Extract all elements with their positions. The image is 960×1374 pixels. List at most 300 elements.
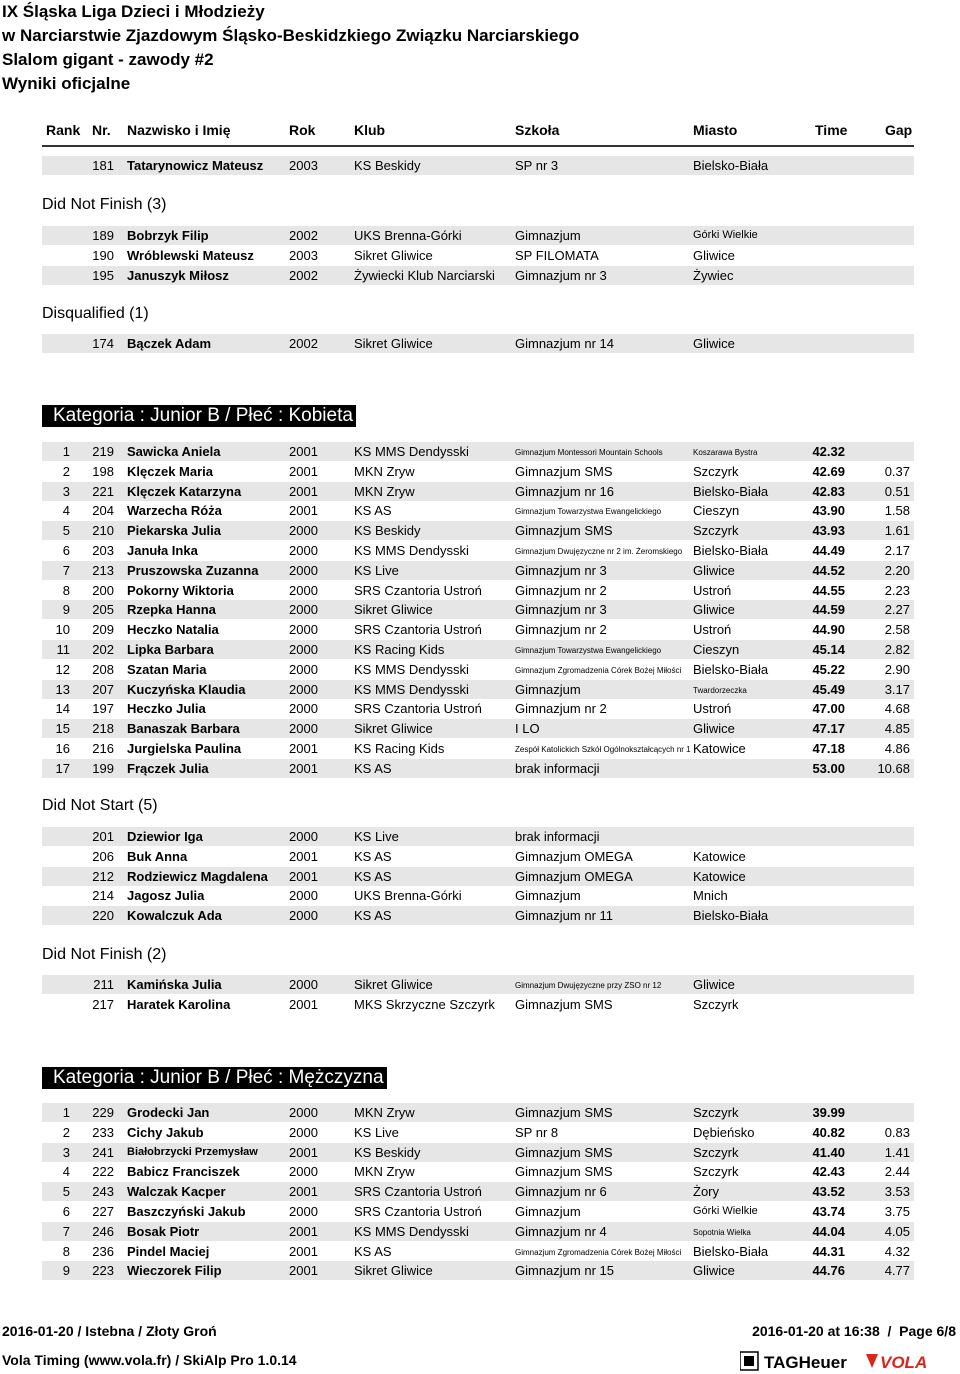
cell-miasto: Gliwice [693, 977, 735, 992]
cell-name: Kowalczuk Ada [127, 908, 222, 924]
cell-szkola: Gimnazjum [515, 1204, 581, 1219]
footer-software-info: Vola Timing (www.vola.fr) / SkiAlp Pro 1.0.14 [2, 1352, 297, 1368]
cell-miasto: Żory [693, 1184, 719, 1200]
cell-rok: 2000 [289, 661, 318, 677]
cell-klub: KS AS [354, 908, 392, 924]
cell-name: Lipka Barbara [127, 642, 214, 657]
cell-klub: SRS Czantoria Ustroń [354, 1204, 482, 1219]
cell-rok: 2001 [289, 1184, 318, 1200]
cell-nr: 206 [92, 848, 114, 864]
cell-nr: 221 [92, 483, 114, 499]
cell-nr: 212 [92, 868, 114, 884]
cell-name: Pruszowska Zuzanna [127, 562, 259, 578]
cell-rok: 2000 [289, 1105, 318, 1120]
cell-rok: 2000 [289, 622, 318, 638]
cell-rok: 2000 [289, 1204, 318, 1219]
cell-name: Banaszak Barbara [127, 721, 240, 737]
table-row [42, 867, 914, 886]
cell-klub: KS Racing Kids [354, 642, 445, 657]
cell-miasto: Bielsko-Biała [693, 1243, 769, 1259]
cell-time: 53.00 [812, 760, 845, 776]
cell-miasto: Gliwice [693, 248, 735, 263]
cell-nr: 181 [92, 158, 114, 173]
table-row [42, 739, 914, 758]
cell-miasto: Katowice [693, 741, 746, 756]
cell-nr: 219 [92, 444, 114, 459]
tagheuer-logo-text: TAGHeuer [764, 1353, 847, 1372]
cell-nr: 190 [92, 248, 114, 263]
cell-miasto: Koszarawa Bystra [693, 448, 758, 457]
cell-name: Buk Anna [127, 848, 188, 864]
cell-klub: Sikret Gliwice [354, 602, 433, 618]
cell-nr: 218 [92, 721, 114, 737]
cell-name: Białobrzycki Przemysław [127, 1145, 258, 1158]
cell-szkola: SP nr 3 [515, 158, 559, 173]
title-line-4: Wyniki oficjalne [2, 74, 131, 93]
cell-gap: 4.68 [884, 701, 910, 717]
cell-nr: 246 [92, 1223, 114, 1239]
cell-gap: 2.44 [884, 1164, 910, 1180]
cell-klub: KS AS [354, 868, 392, 884]
cell-gap: 2.90 [884, 661, 910, 677]
cell-name: Rodziewicz Magdalena [127, 868, 268, 884]
cell-szkola: Gimnazjum Zgromadzenia Córek Bożej Miłości [515, 1247, 682, 1257]
cell-name: Kuczyńska Klaudia [127, 681, 246, 697]
cell-gap: 2.58 [884, 622, 910, 638]
cell-rank: 15 [55, 721, 70, 737]
cell-szkola: Gimnazjum Towarzystwa Ewangelickiego [515, 507, 662, 517]
cell-rok: 2001 [289, 1243, 318, 1259]
table-row [42, 660, 914, 679]
footer-page-info: 2016-01-20 at 16:38 / Page 6/8 [752, 1323, 956, 1339]
table-row [42, 156, 914, 175]
cell-klub: KS MMS Dendysski [354, 1223, 469, 1239]
table-row [42, 1202, 914, 1221]
cell-rank: 11 [56, 642, 70, 657]
cell-name: Tatarynowicz Mateusz [127, 158, 264, 173]
cell-klub: UKS Brenna-Górki [354, 228, 462, 243]
cell-szkola: Gimnazjum SMS [515, 1105, 613, 1120]
col-klub: Klub [354, 122, 386, 138]
cell-klub: SRS Czantoria Ustroń [354, 622, 482, 638]
cell-name: Januszyk Miłosz [127, 268, 229, 283]
cell-gap: 1.58 [884, 503, 910, 519]
table-row [42, 1242, 914, 1261]
cell-szkola: Gimnazjum nr 6 [515, 1184, 607, 1200]
cell-name: Jagosz Julia [127, 888, 205, 904]
cell-rok: 2001 [289, 741, 318, 756]
col-time: Time [815, 122, 848, 138]
cell-rok: 2003 [289, 248, 318, 263]
cell-time: 45.22 [812, 661, 845, 677]
cell-name: Babicz Franciszek [127, 1164, 240, 1180]
cell-nr: 189 [92, 228, 114, 243]
cell-name: Dziewior Iga [127, 829, 203, 844]
cell-klub: SRS Czantoria Ustroń [354, 701, 482, 717]
cell-szkola: I LO [515, 721, 540, 737]
cell-szkola: Gimnazjum nr 16 [515, 483, 614, 499]
cell-miasto: Gliwice [693, 602, 735, 618]
cell-rank: 6 [62, 1204, 70, 1219]
cell-time: 47.18 [812, 741, 845, 756]
cell-miasto: Szczyrk [693, 463, 739, 479]
cell-miasto: Szczyrk [693, 1164, 739, 1180]
cell-rok: 2001 [289, 503, 318, 519]
cell-rok: 2001 [289, 997, 318, 1012]
cell-szkola: Gimnazjum OMEGA [515, 868, 633, 884]
col-szkola: Szkoła [515, 122, 560, 138]
cell-rank: 7 [62, 1223, 70, 1239]
cell-gap: 1.61 [884, 523, 910, 539]
cell-miasto: Bielsko-Biała [693, 661, 769, 677]
cell-time: 44.52 [812, 562, 845, 578]
cell-nr: 207 [92, 681, 114, 697]
cell-klub: KS AS [354, 1243, 392, 1259]
cell-klub: MKS Skrzyczne Szczyrk [354, 997, 495, 1012]
cell-gap: 2.17 [884, 543, 910, 558]
cell-rok: 2002 [289, 336, 318, 351]
cell-szkola: Gimnazjum nr 3 [515, 562, 607, 578]
table-row [42, 561, 914, 580]
title-line-2: w Narciarstwie Zjazdowym Śląsko-Beskidzkiego Związku Narciarskiego [2, 26, 580, 45]
cell-klub: KS MMS Dendysski [354, 444, 469, 459]
cell-rank: 13 [55, 681, 70, 697]
cell-szkola: Gimnazjum [515, 888, 581, 904]
cell-time: 39.99 [812, 1105, 845, 1120]
cell-klub: SRS Czantoria Ustroń [354, 1184, 482, 1200]
cell-name: Frączek Julia [127, 760, 209, 776]
cell-szkola: Gimnazjum SMS [515, 997, 613, 1012]
cell-time: 43.90 [812, 503, 845, 519]
cell-szkola: Gimnazjum nr 3 [515, 268, 607, 283]
cell-time: 47.00 [812, 701, 845, 717]
cell-name: Haratek Karolina [127, 997, 231, 1012]
cell-time: 44.31 [812, 1243, 845, 1259]
cell-name: Wieczorek Filip [127, 1263, 222, 1279]
cell-rank: 9 [62, 602, 70, 618]
category-banner-women: Kategoria : Junior B / Płeć : Kobieta [42, 405, 356, 427]
cell-gap: 0.37 [884, 463, 910, 479]
cell-gap: 10.68 [877, 760, 910, 776]
cell-rok: 2000 [289, 642, 318, 657]
cell-rank: 5 [62, 1184, 70, 1200]
cell-miasto: Bielsko-Biała [693, 543, 769, 558]
cell-klub: Sikret Gliwice [354, 977, 433, 992]
table-row [42, 886, 914, 905]
cell-nr: 203 [92, 543, 114, 558]
table-row [42, 501, 914, 520]
cell-miasto: Górki Wielkie [693, 1205, 758, 1217]
cell-rank: 5 [62, 523, 70, 539]
cell-klub: SRS Czantoria Ustroń [354, 582, 482, 598]
table-row [42, 334, 914, 353]
cell-rok: 2001 [289, 1144, 318, 1160]
cell-miasto: Cieszyn [693, 642, 740, 657]
cell-rok: 2001 [289, 1223, 318, 1239]
cell-miasto: Katowice [693, 868, 746, 884]
cell-klub: MKN Zryw [354, 463, 415, 479]
cell-nr: 209 [92, 622, 114, 638]
cell-szkola: Gimnazjum Dwujęzyczne nr 2 im. Żeromskiego [515, 547, 683, 556]
cell-miasto: Żywiec [693, 268, 734, 283]
cell-gap: 2.82 [884, 642, 910, 657]
cell-rank: 1 [62, 1105, 70, 1120]
col-name: Nazwisko i Imię [127, 122, 231, 138]
cell-name: Baszczyński Jakub [127, 1204, 246, 1219]
cell-rok: 2000 [289, 721, 318, 737]
table-row [42, 600, 914, 619]
cell-szkola: Gimnazjum SMS [515, 1164, 613, 1180]
cell-nr: 236 [92, 1243, 114, 1259]
cell-miasto: Cieszyn [693, 503, 740, 519]
cell-rok: 2000 [289, 977, 318, 992]
cell-miasto: Bielsko-Biała [693, 908, 769, 924]
cell-nr: 220 [92, 908, 114, 924]
cell-time: 41.40 [812, 1144, 845, 1160]
table-row [42, 1143, 914, 1162]
cell-name: Pokorny Wiktoria [127, 582, 234, 598]
cell-miasto: Bielsko-Biała [693, 158, 769, 173]
cell-nr: 216 [92, 741, 114, 756]
title-line-1: IX Śląska Liga Dzieci i Młodzieży [2, 2, 265, 21]
cell-klub: KS AS [354, 503, 392, 519]
cell-nr: 222 [92, 1164, 114, 1180]
cell-name: Sawicka Aniela [127, 444, 221, 459]
cell-nr: 198 [92, 463, 114, 479]
table-row [42, 620, 914, 639]
cell-klub: KS MMS Dendysski [354, 543, 469, 558]
table-row [42, 975, 914, 994]
cell-gap: 4.86 [884, 741, 910, 756]
cell-szkola: Gimnazjum OMEGA [515, 848, 633, 864]
section-dsq-1: Disqualified (1) [42, 305, 149, 322]
cell-rank: 2 [62, 1124, 70, 1140]
cell-klub: KS Beskidy [354, 523, 421, 539]
cell-miasto: Szczyrk [693, 1144, 739, 1160]
cell-rok: 2000 [289, 681, 318, 697]
cell-rok: 2000 [289, 908, 318, 924]
cell-name: Rzepka Hanna [127, 602, 216, 618]
table-row [42, 1162, 914, 1181]
col-rank: Rank [46, 122, 81, 138]
cell-klub: Sikret Gliwice [354, 336, 433, 351]
cell-klub: Sikret Gliwice [354, 1263, 433, 1279]
cell-time: 40.82 [812, 1124, 845, 1140]
cell-rank: 4 [62, 503, 70, 519]
cell-nr: 202 [92, 642, 114, 657]
cell-klub: KS MMS Dendysski [354, 661, 469, 677]
cell-szkola: Gimnazjum nr 2 [515, 582, 607, 598]
cell-miasto: Gliwice [693, 562, 735, 578]
section-dnf-1: Did Not Finish (3) [42, 196, 167, 213]
cell-klub: KS Live [354, 1124, 399, 1140]
cell-gap: 4.05 [884, 1223, 910, 1239]
table-row [42, 462, 914, 481]
table-row [42, 640, 914, 659]
table-row [42, 1123, 914, 1142]
cell-rank: 17 [55, 760, 70, 776]
table-row [42, 246, 914, 265]
cell-nr: 214 [92, 888, 114, 904]
table-row [42, 906, 914, 925]
cell-name: Kamińska Julia [127, 977, 222, 992]
cell-time: 44.04 [812, 1223, 845, 1239]
cell-rank: 8 [62, 582, 70, 598]
table-row [42, 541, 914, 560]
cell-gap: 0.51 [884, 483, 910, 499]
cell-miasto: Szczyrk [693, 997, 739, 1012]
cell-name: Warzecha Róża [127, 503, 222, 519]
cell-rok: 2002 [289, 268, 318, 283]
cell-szkola: Zespół Katolickich Szkół Ogólnokształcących nr 1 [515, 745, 691, 754]
cell-rank: 9 [62, 1263, 70, 1279]
cell-miasto: Szczyrk [693, 1105, 739, 1120]
cell-szkola: Gimnazjum Montessori Mountain Schools [515, 448, 663, 457]
cell-gap: 4.77 [884, 1263, 910, 1279]
table-row [42, 1182, 914, 1201]
cell-klub: KS Live [354, 562, 399, 578]
cell-rok: 2000 [289, 602, 318, 618]
cell-rank: 10 [55, 622, 70, 638]
cell-rank: 2 [62, 463, 70, 479]
cell-time: 42.69 [812, 463, 845, 479]
cell-klub: KS Beskidy [354, 158, 421, 173]
cell-rok: 2000 [289, 829, 318, 844]
cell-gap: 2.20 [884, 562, 910, 578]
cell-name: Januła Inka [127, 543, 198, 558]
table-row [42, 680, 914, 699]
cell-time: 42.32 [812, 444, 845, 459]
cell-time: 45.14 [812, 642, 845, 657]
cell-nr: 217 [92, 997, 114, 1012]
cell-nr: 241 [92, 1144, 114, 1160]
cell-time: 44.76 [812, 1263, 845, 1279]
cell-rok: 2001 [289, 760, 318, 776]
cell-rok: 2000 [289, 562, 318, 578]
cell-name: Pindel Maciej [127, 1243, 210, 1259]
cell-rank: 6 [62, 543, 70, 558]
footer-event-info: 2016-01-20 / Istebna / Złoty Groń [2, 1323, 217, 1339]
cell-name: Walczak Kacper [127, 1184, 226, 1200]
cell-klub: KS MMS Dendysski [354, 681, 469, 697]
cell-miasto: Ustroń [693, 582, 732, 598]
header-divider [42, 145, 914, 147]
cell-miasto: Górki Wielkie [693, 229, 758, 241]
cell-rok: 2001 [289, 463, 318, 479]
col-gap: Gap [885, 122, 913, 138]
title-line-3: Slalom gigant - zawody #2 [2, 50, 214, 69]
cell-klub: KS AS [354, 848, 392, 864]
section-dnf-2: Did Not Finish (2) [42, 946, 167, 963]
cell-gap: 3.17 [884, 681, 910, 697]
cell-gap: 2.23 [884, 582, 910, 598]
cell-rank: 14 [55, 701, 70, 717]
cell-klub: MKN Zryw [354, 483, 415, 499]
cell-rok: 2000 [289, 888, 318, 904]
cell-gap: 1.41 [884, 1144, 910, 1160]
cell-name: Bobrzyk Filip [127, 228, 209, 243]
cell-name: Bosak Piotr [127, 1223, 200, 1239]
cell-rok: 2001 [289, 868, 318, 884]
cell-szkola: SP nr 8 [515, 1124, 559, 1140]
cell-rank: 3 [62, 483, 70, 499]
cell-time: 44.55 [812, 582, 845, 598]
cell-szkola: Gimnazjum nr 14 [515, 336, 614, 351]
cell-name: Bączek Adam [127, 336, 212, 351]
cell-name: Jurgielska Paulina [127, 741, 242, 756]
table-row [42, 847, 914, 866]
cell-name: Grodecki Jan [127, 1105, 210, 1120]
cell-time: 47.17 [812, 721, 845, 737]
cell-miasto: Dębieńsko [693, 1124, 755, 1140]
cell-miasto: Gliwice [693, 336, 735, 351]
cell-rank: 8 [62, 1243, 70, 1259]
table-row [42, 1222, 914, 1241]
column-header [0, 122, 960, 140]
tagheuer-logo [740, 1349, 860, 1373]
cell-szkola: Gimnazjum Zgromadzenia Córek Bożej Miłości [515, 665, 682, 675]
table-row [42, 581, 914, 600]
cell-rok: 2000 [289, 701, 318, 717]
cell-miasto: Bielsko-Biała [693, 483, 769, 499]
cell-nr: 205 [92, 602, 114, 618]
cell-gap: 0.83 [884, 1124, 910, 1140]
table-row [42, 226, 914, 245]
cell-rank: 12 [55, 661, 70, 677]
cell-rok: 2000 [289, 582, 318, 598]
cell-nr: 201 [92, 829, 114, 844]
cell-rok: 2001 [289, 1263, 318, 1279]
category-banner-men: Kategoria : Junior B / Płeć : Mężczyzna [42, 1067, 387, 1089]
table-row [42, 759, 914, 778]
cell-name: Wróblewski Mateusz [127, 248, 254, 263]
cell-nr: 204 [92, 503, 114, 519]
cell-nr: 213 [92, 562, 114, 578]
cell-gap: 4.32 [884, 1243, 910, 1259]
cell-nr: 210 [92, 523, 114, 539]
cell-name: Klęczek Katarzyna [127, 483, 242, 499]
cell-gap: 3.53 [884, 1184, 910, 1200]
cell-klub: KS Racing Kids [354, 741, 445, 756]
cell-time: 44.90 [812, 622, 845, 638]
cell-name: Klęczek Maria [127, 463, 213, 479]
cell-rok: 2001 [289, 444, 318, 459]
table-row [42, 482, 914, 501]
cell-szkola: Gimnazjum [515, 228, 581, 243]
cell-rok: 2001 [289, 483, 318, 499]
cell-klub: Żywiecki Klub Narciarski [354, 268, 495, 283]
cell-time: 44.59 [812, 602, 845, 618]
cell-rank: 7 [62, 562, 70, 578]
cell-name: Heczko Julia [127, 701, 206, 717]
cell-rank: 3 [62, 1144, 70, 1160]
cell-rok: 2001 [289, 848, 318, 864]
cell-nr: 174 [92, 336, 114, 351]
cell-klub: MKN Zryw [354, 1164, 415, 1180]
document-title [2, 0, 579, 96]
cell-szkola: Gimnazjum nr 15 [515, 1263, 614, 1279]
cell-szkola: Gimnazjum nr 2 [515, 622, 607, 638]
cell-miasto: Ustroń [693, 701, 732, 717]
cell-szkola: Gimnazjum nr 3 [515, 602, 607, 618]
cell-szkola: Gimnazjum nr 11 [515, 908, 614, 924]
cell-rank: 1 [62, 444, 70, 459]
cell-klub: KS Live [354, 829, 399, 844]
table-row [42, 827, 914, 846]
cell-rank: 4 [62, 1164, 70, 1180]
cell-time: 44.49 [812, 543, 845, 558]
cell-miasto: Szczyrk [693, 523, 739, 539]
